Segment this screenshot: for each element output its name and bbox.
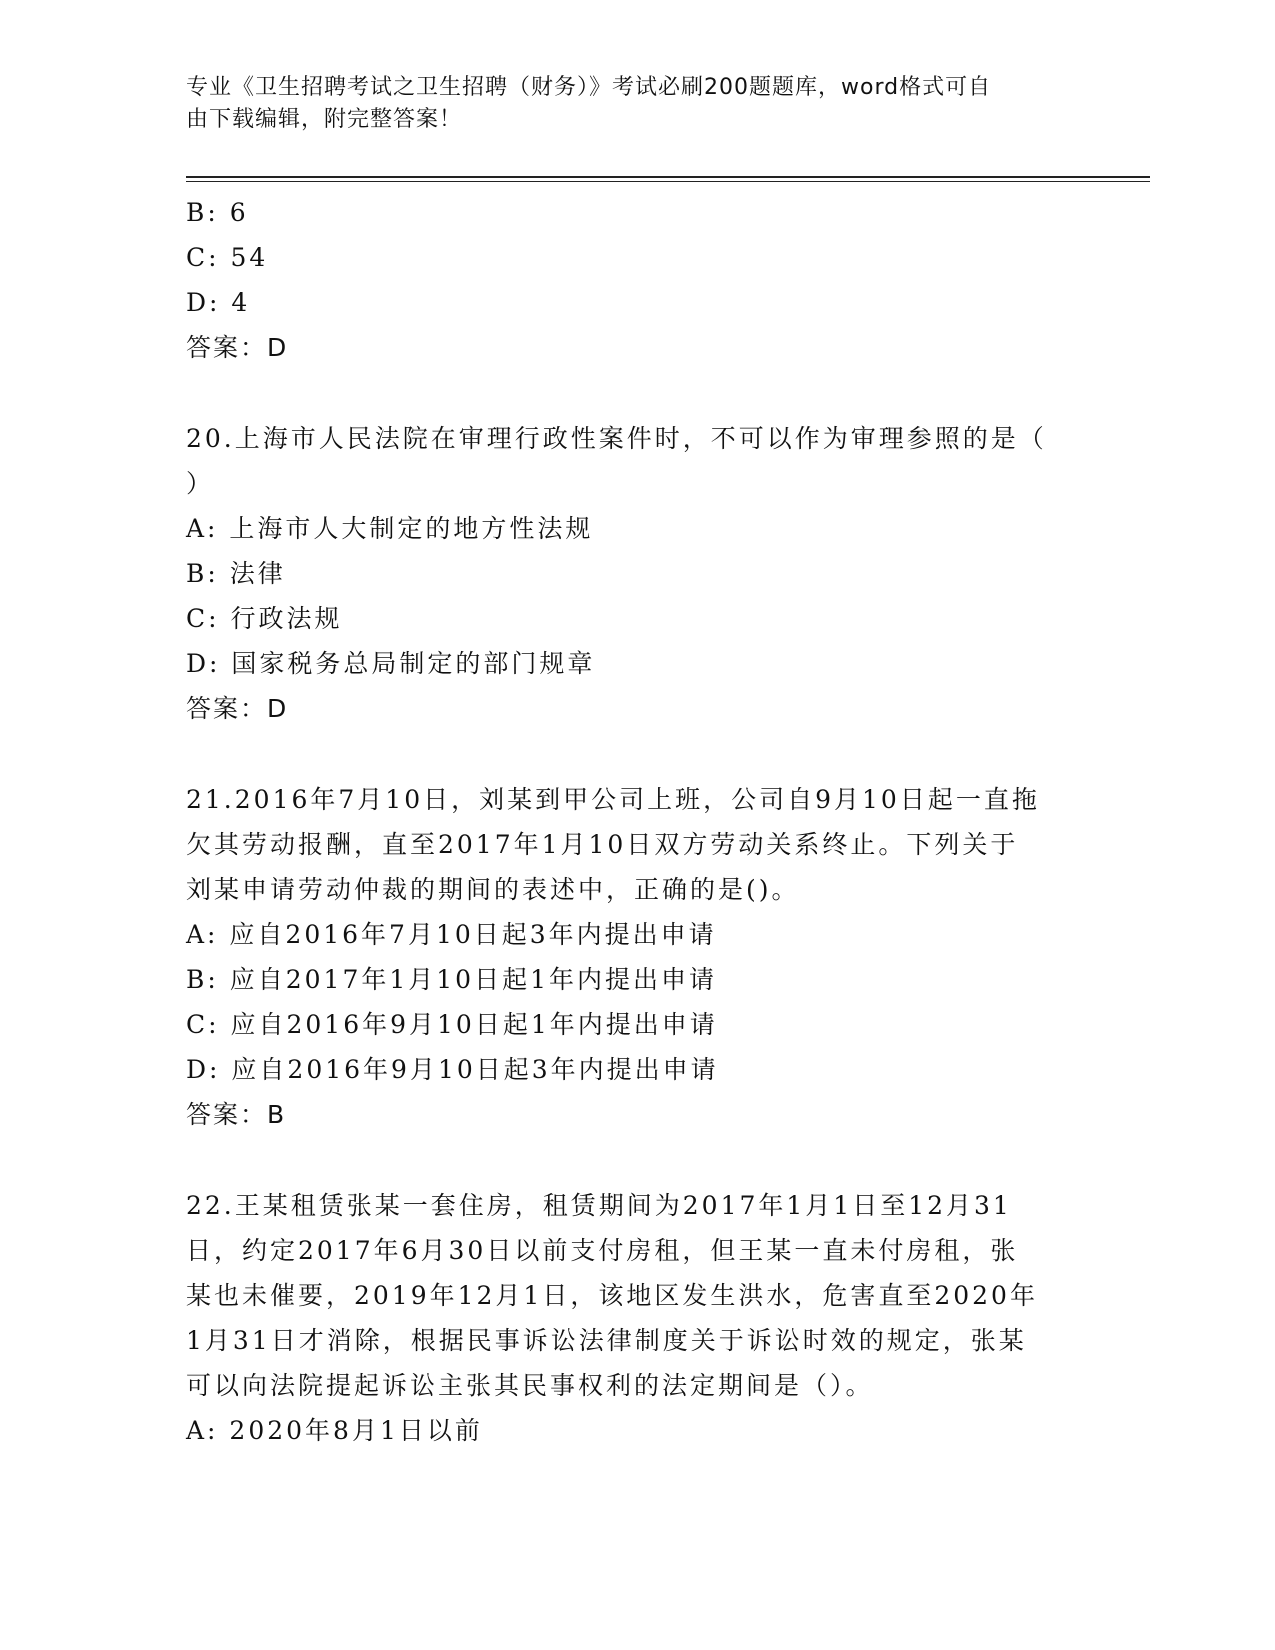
header-divider-thin: [186, 181, 1150, 182]
question-text-line: 21.2016年7月10日，刘某到甲公司上班，公司自9月10日起一直拖: [186, 785, 1040, 814]
question-text-line: ）: [186, 469, 215, 498]
option-d: D: 应自2016年9月10日起3年内提出申请: [186, 1055, 719, 1084]
option-a: A: 2020年8月1日以前: [186, 1416, 483, 1445]
question-text-line: 日，约定2017年6月30日以前支付房租，但王某一直未付房租，张: [186, 1236, 1019, 1265]
spacer: [186, 731, 1086, 777]
question-text-line: 刘某申请劳动仲裁的期间的表述中，正确的是()。: [186, 875, 800, 904]
answer-line: 答案：D: [186, 333, 289, 362]
question-text-line: 1月31日才消除，根据民事诉讼法律制度关于诉讼时效的规定，张某: [186, 1326, 1027, 1355]
question-20: [186, 416, 1086, 731]
option-c: C: 54: [186, 243, 269, 272]
option-b: B: 法律: [186, 559, 286, 588]
document-header: [186, 72, 1066, 136]
spacer: [186, 370, 1086, 416]
option-b: B: 6: [186, 198, 249, 227]
answer-line: 答案：D: [186, 694, 289, 723]
header-title-line-2: 由下载编辑，附完整答案！: [186, 107, 463, 132]
option-c: C: 行政法规: [186, 604, 343, 633]
question-text-line: 22.王某租赁张某一套住房，租赁期间为2017年1月1日至12月31: [186, 1191, 1012, 1220]
spacer: [186, 1137, 1086, 1183]
option-a: A: 上海市人大制定的地方性法规: [186, 514, 594, 543]
option-d: D: 4: [186, 288, 251, 317]
answer-line: 答案：B: [186, 1100, 287, 1129]
question-text-line: 欠其劳动报酬，直至2017年1月10日双方劳动关系终止。下列关于: [186, 830, 1019, 859]
option-c: C: 应自2016年9月10日起1年内提出申请: [186, 1010, 718, 1039]
option-b: B: 应自2017年1月10日起1年内提出申请: [186, 965, 717, 994]
question-22: [186, 1183, 1086, 1453]
question-content: [186, 190, 1086, 1453]
header-title-line-1: 专业《卫生招聘考试之卫生招聘（财务）》考试必刷200题题库，word格式可自: [186, 75, 992, 100]
question-21: [186, 777, 1086, 1137]
question-text-line: 某也未催要，2019年12月1日，该地区发生洪水，危害直至2020年: [186, 1281, 1038, 1310]
header-divider-thick: [186, 176, 1150, 178]
option-a: A: 应自2016年7月10日起3年内提出申请: [186, 920, 717, 949]
option-d: D: 国家税务总局制定的部门规章: [186, 649, 596, 678]
question-text-line: 20.上海市人民法院在审理行政性案件时，不可以作为审理参照的是（: [186, 424, 1047, 453]
question-text-line: 可以向法院提起诉讼主张其民事权利的法定期间是（）。: [186, 1371, 874, 1400]
